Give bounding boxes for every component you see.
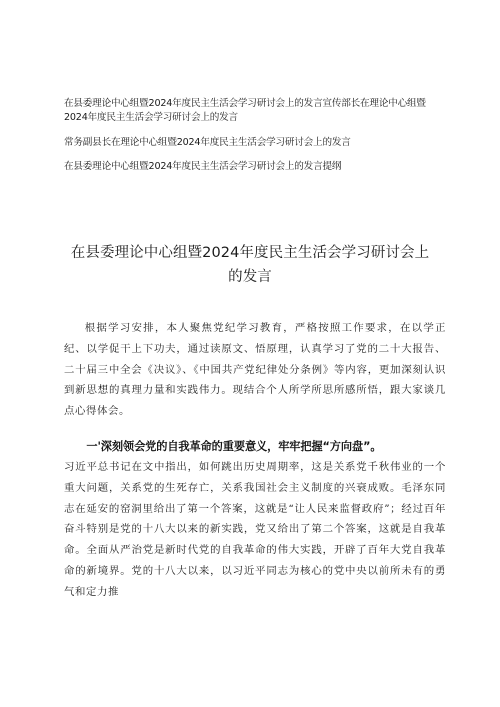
body-paragraph-1: [64, 318, 446, 422]
toc-item-3[interactable]: 在县委理论中心组暨2024年度民主生活会学习研讨会上的发言提纲: [64, 161, 342, 172]
paragraph-1-text: 根据学习安排，本人聚焦党纪学习教育，严格按照工作要求，在以学正纪、以学促干上下功夫，通过读原文、悟原理，认真学习了党的二十大报告、二十届三中全会《决议》、《中国共产党纪律处分条例》等内容，更加深刻认识到新思想的真理力量和实践伟力。现结合个人所学所思所感所悟，跟大家谈几点心得体会。: [64, 322, 446, 418]
section-heading-1: 一'深刻领会党的自我革命的重要意义，牢牢把握“方向盘”。: [86, 440, 382, 453]
toc-item-1[interactable]: 在县委理论中心组暨2024年度民主生活会学习研讨会上的发言宣传部长在理论中心组暨2024年度民主生活会学习研讨会上的发言: [64, 98, 426, 123]
document-title: 在县委理论中心组暨2024年度民主生活会学习研讨会上的发言: [70, 245, 430, 285]
toc-item-2[interactable]: 常务副县长在理论中心组暨2024年度民主生活会学习研讨会上的发言: [64, 137, 351, 148]
body-paragraph-2: [64, 457, 446, 603]
table-of-contents: [64, 97, 444, 184]
paragraph-2-text: 习近平总书记在文中指出，如何跳出历史周期率，这是关系党千秋伟业的一个重大问题，关系党的生死存亡，关系我国社会主义制度的兴衰成败。毛泽东同志在延安的窑洞里给出了第一个答案，这就是“让人民来监督政府”；经过百年奋斗特别是党的十八大以来的新实践，党又给出了第二个答案，这就是自我革命。全面从严治党是新时代党的自我革命的伟大实践，开辟了百年大党自我革命的新境界。党的十八大以来，以习近平同志为核心的党中央以前所未有的勇气和定力推: [64, 461, 446, 598]
